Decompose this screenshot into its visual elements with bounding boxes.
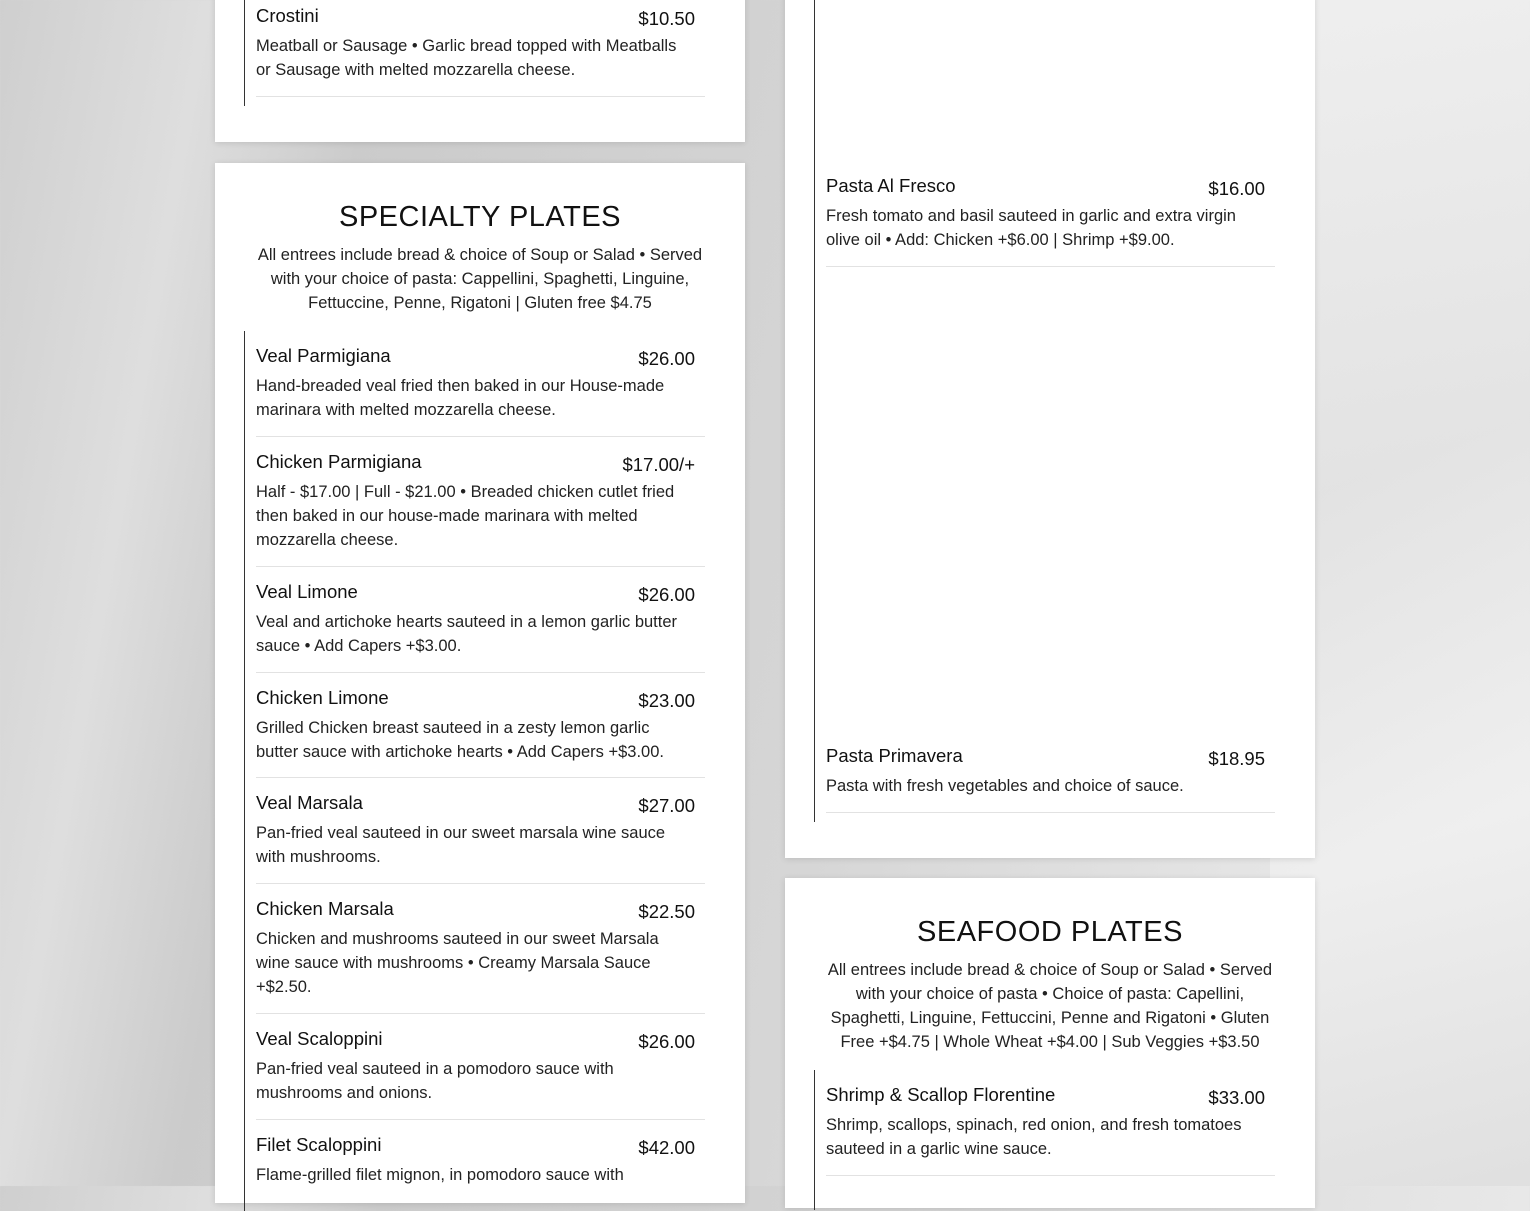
item-price: $10.50 xyxy=(638,8,695,29)
item-divider xyxy=(256,883,705,884)
section-title: SPECIALTY PLATES xyxy=(339,201,621,233)
card-accent-line xyxy=(814,0,815,822)
item-description: Pasta with fresh vegetables and choice of sauce. xyxy=(826,777,1184,795)
item-description: Half - $17.00 | Full - $21.00 • Breaded chicken cutlet fried then baked in our house-made marinara with melted mozzarella cheese. xyxy=(256,483,675,549)
item-price: $42.00 xyxy=(638,1137,695,1158)
item-description: Fresh tomato and basil sauteed in garlic and extra virgin olive oil • Add: Chicken +$6.00 | Shrimp +$9.00. xyxy=(826,207,1236,249)
item-divider xyxy=(826,812,1275,813)
item-description: Hand-breaded veal fried then baked in our House-made marinara with melted mozzarella cheese. xyxy=(256,377,665,419)
item-price: $22.50 xyxy=(638,901,695,922)
item-description: Chicken and mushrooms sauteed in our sweet Marsala wine sauce with mushrooms • Creamy Marsala Sauce +$2.50. xyxy=(256,930,659,996)
item-price: $33.00 xyxy=(1208,1087,1265,1108)
item-name: Veal Marsala xyxy=(256,792,363,813)
item-divider xyxy=(256,96,705,97)
item-description: Veal and artichoke hearts sauteed in a lemon garlic butter sauce • Add Capers +$3.00. xyxy=(256,613,678,655)
item-name: Filet Scaloppini xyxy=(256,1134,382,1155)
item-price: $26.00 xyxy=(638,584,695,605)
item-price: $23.00 xyxy=(638,690,695,711)
menu-card-specialty-plates xyxy=(215,163,745,1203)
card-accent-line xyxy=(244,331,245,1211)
item-price: $27.00 xyxy=(638,795,695,816)
item-description: Pan-fried veal sauteed in our sweet marsala wine sauce with mushrooms. xyxy=(256,824,666,866)
item-name: Crostini xyxy=(256,5,319,26)
item-name: Veal Parmigiana xyxy=(256,345,391,366)
item-price: $26.00 xyxy=(638,1031,695,1052)
item-name: Pasta Al Fresco xyxy=(826,175,956,196)
item-name: Pasta Primavera xyxy=(826,745,963,766)
item-price: $16.00 xyxy=(1208,178,1265,199)
item-name: Veal Scaloppini xyxy=(256,1028,383,1049)
section-intro: All entrees include bread & choice of Soup or Salad • Served with your choice of pasta • Choice of pasta: Capellini, Spaghetti, Linguine, Fettuccini, Penne and Rigatoni • Gluten Free +$4.75 | Whole Wheat +$4.00 | Sub Veggies +$3.50 xyxy=(827,961,1273,1051)
item-divider xyxy=(826,266,1275,267)
item-name: Chicken Parmigiana xyxy=(256,451,422,472)
item-name: Veal Limone xyxy=(256,581,358,602)
section-title: SEAFOOD PLATES xyxy=(917,916,1183,948)
card-accent-line xyxy=(814,1070,815,1210)
item-divider xyxy=(256,436,705,437)
item-description: Meatball or Sausage • Garlic bread topped with Meatballs or Sausage with melted mozzarella cheese. xyxy=(256,37,677,79)
item-name: Shrimp & Scallop Florentine xyxy=(826,1084,1056,1105)
menu-card-pasta xyxy=(785,0,1315,858)
item-divider xyxy=(256,1119,705,1120)
item-divider xyxy=(256,566,705,567)
item-divider xyxy=(256,1013,705,1014)
item-price: $18.95 xyxy=(1208,748,1265,769)
item-description: Flame-grilled filet mignon, in pomodoro sauce with xyxy=(256,1166,624,1184)
item-description: Pan-fried veal sauteed in a pomodoro sauce with mushrooms and onions. xyxy=(256,1060,614,1102)
item-name: Chicken Limone xyxy=(256,687,389,708)
item-price: $26.00 xyxy=(638,348,695,369)
menu-card-seafood-plates xyxy=(785,878,1315,1208)
item-divider xyxy=(256,672,705,673)
item-divider xyxy=(256,777,705,778)
item-description: Grilled Chicken breast sauteed in a zesty lemon garlic butter sauce with artichoke hearts • Add Capers +$3.00. xyxy=(256,719,664,761)
card-accent-line xyxy=(244,0,245,106)
item-divider xyxy=(826,1175,1275,1176)
item-price: $17.00/+ xyxy=(622,454,695,475)
section-intro: All entrees include bread & choice of Soup or Salad • Served with your choice of pasta: Cappellini, Spaghetti, Linguine, Fettuccine, Penne, Rigatoni | Gluten free $4.75 xyxy=(257,246,703,312)
item-description: Shrimp, scallops, spinach, red onion, and fresh tomatoes sauteed in a garlic wine sauce. xyxy=(826,1116,1242,1158)
item-name: Chicken Marsala xyxy=(256,898,394,919)
menu-card-appetizers xyxy=(215,0,745,142)
